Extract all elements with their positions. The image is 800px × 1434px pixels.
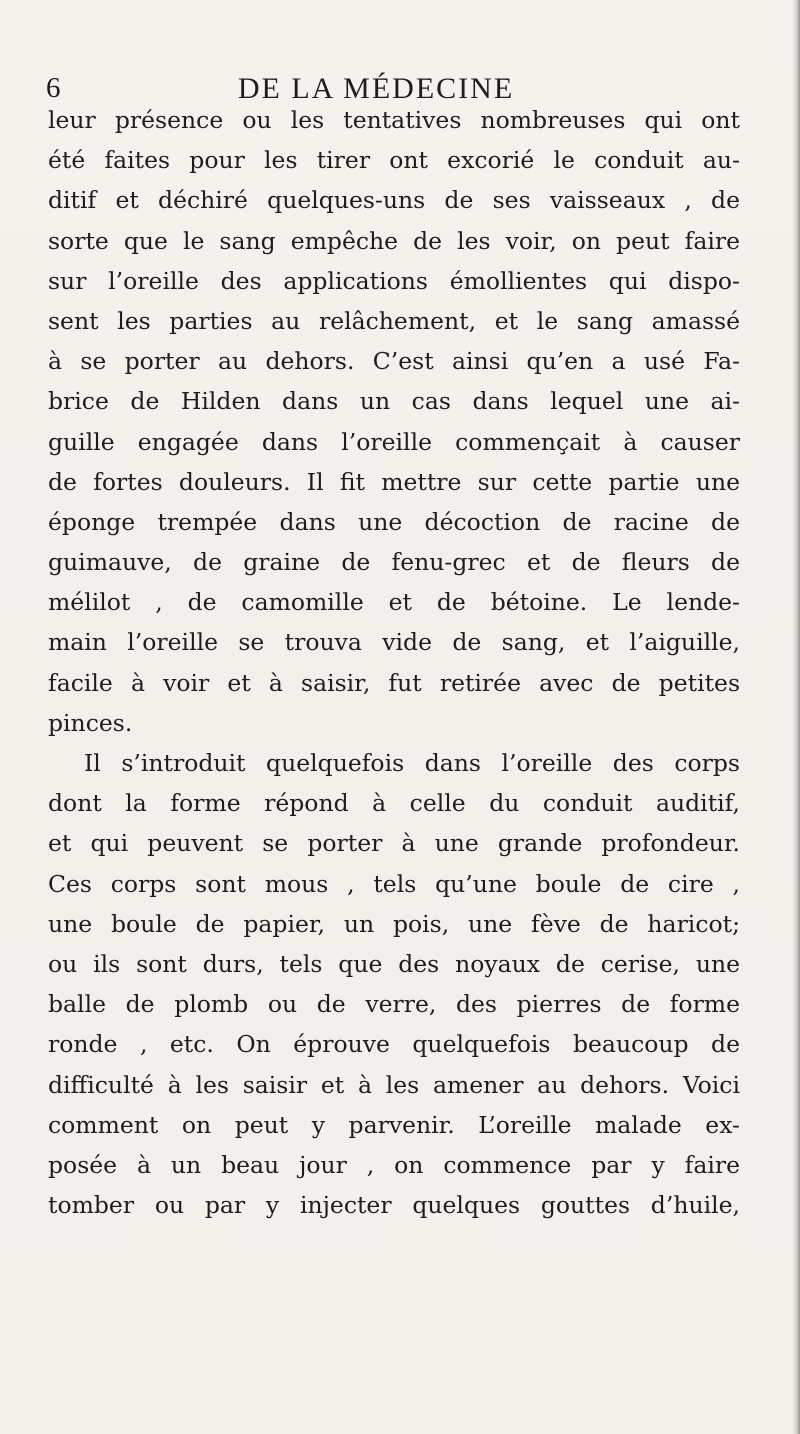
- text-line: balle de plomb ou de verre, des pierres de forme: [48, 990, 740, 1019]
- text-line: Il s’introduit quelquefois dans l’oreille des corps: [84, 749, 740, 777]
- text-line: une boule de papier, un pois, une fève de haricot;: [48, 909, 740, 938]
- text-line: tomber ou par y injecter quelques gouttes d’huile,: [48, 1191, 740, 1220]
- running-title: DE LA MÉDECINE: [237, 72, 515, 105]
- text-line: posée à un beau jour , on commence par y faire: [48, 1150, 740, 1179]
- text-line: sorte que le sang empêche de les voir, on peut faire: [48, 226, 740, 255]
- text-line: leur présence ou les tentatives nombreuses qui ont: [48, 106, 740, 134]
- text-line: sent les parties au relâchement, et le sang amassé: [48, 306, 740, 335]
- text-line: brice de Hilden dans un cas dans lequel une ai-: [48, 387, 740, 416]
- text-line: difficulté à les saisir et à les amener au dehors. Voici: [48, 1070, 740, 1099]
- page-edge-shadow: [792, 0, 800, 1434]
- text-line: Ces corps sont mous , tels qu’une boule de cire ,: [48, 869, 740, 898]
- text-line: pinces.: [48, 708, 133, 737]
- text-line: et qui peuvent se porter à une grande profondeur.: [48, 829, 740, 858]
- text-line: été faites pour les tirer ont excorié le conduit au-: [48, 146, 740, 175]
- text-line: ditif et déchiré quelques-uns de ses vaisseaux , de: [48, 186, 740, 215]
- text-line: facile à voir et à saisir, fut retirée avec de petites: [48, 668, 740, 697]
- text-line: main l’oreille se trouva vide de sang, et l’aiguille,: [48, 628, 740, 657]
- text-line: dont la forme répond à celle du conduit auditif,: [48, 789, 740, 818]
- page-number: 6: [46, 72, 62, 104]
- text-line: éponge trempée dans une décoction de racine de: [48, 507, 740, 536]
- text-line: ou ils sont durs, tels que des noyaux de cerise, une: [48, 949, 740, 978]
- text-line: sur l’oreille des applications émollientes qui dispo-: [48, 266, 740, 295]
- text-line: à se porter au dehors. C’est ainsi qu’en a usé Fa-: [48, 347, 740, 376]
- body-text: [48, 100, 740, 1225]
- text-line: guimauve, de graine de fenu-grec et de fleurs de: [48, 548, 740, 577]
- text-line: de fortes douleurs. Il fit mettre sur cette partie une: [48, 467, 740, 496]
- text-line: comment on peut y parvenir. L’oreille malade ex-: [48, 1110, 740, 1139]
- text-line: mélilot , de camomille et de bétoine. Le lende-: [48, 588, 740, 617]
- text-line: guille engagée dans l’oreille commençait à causer: [48, 427, 740, 456]
- text-line: ronde , etc. On éprouve quelquefois beaucoup de: [48, 1030, 740, 1059]
